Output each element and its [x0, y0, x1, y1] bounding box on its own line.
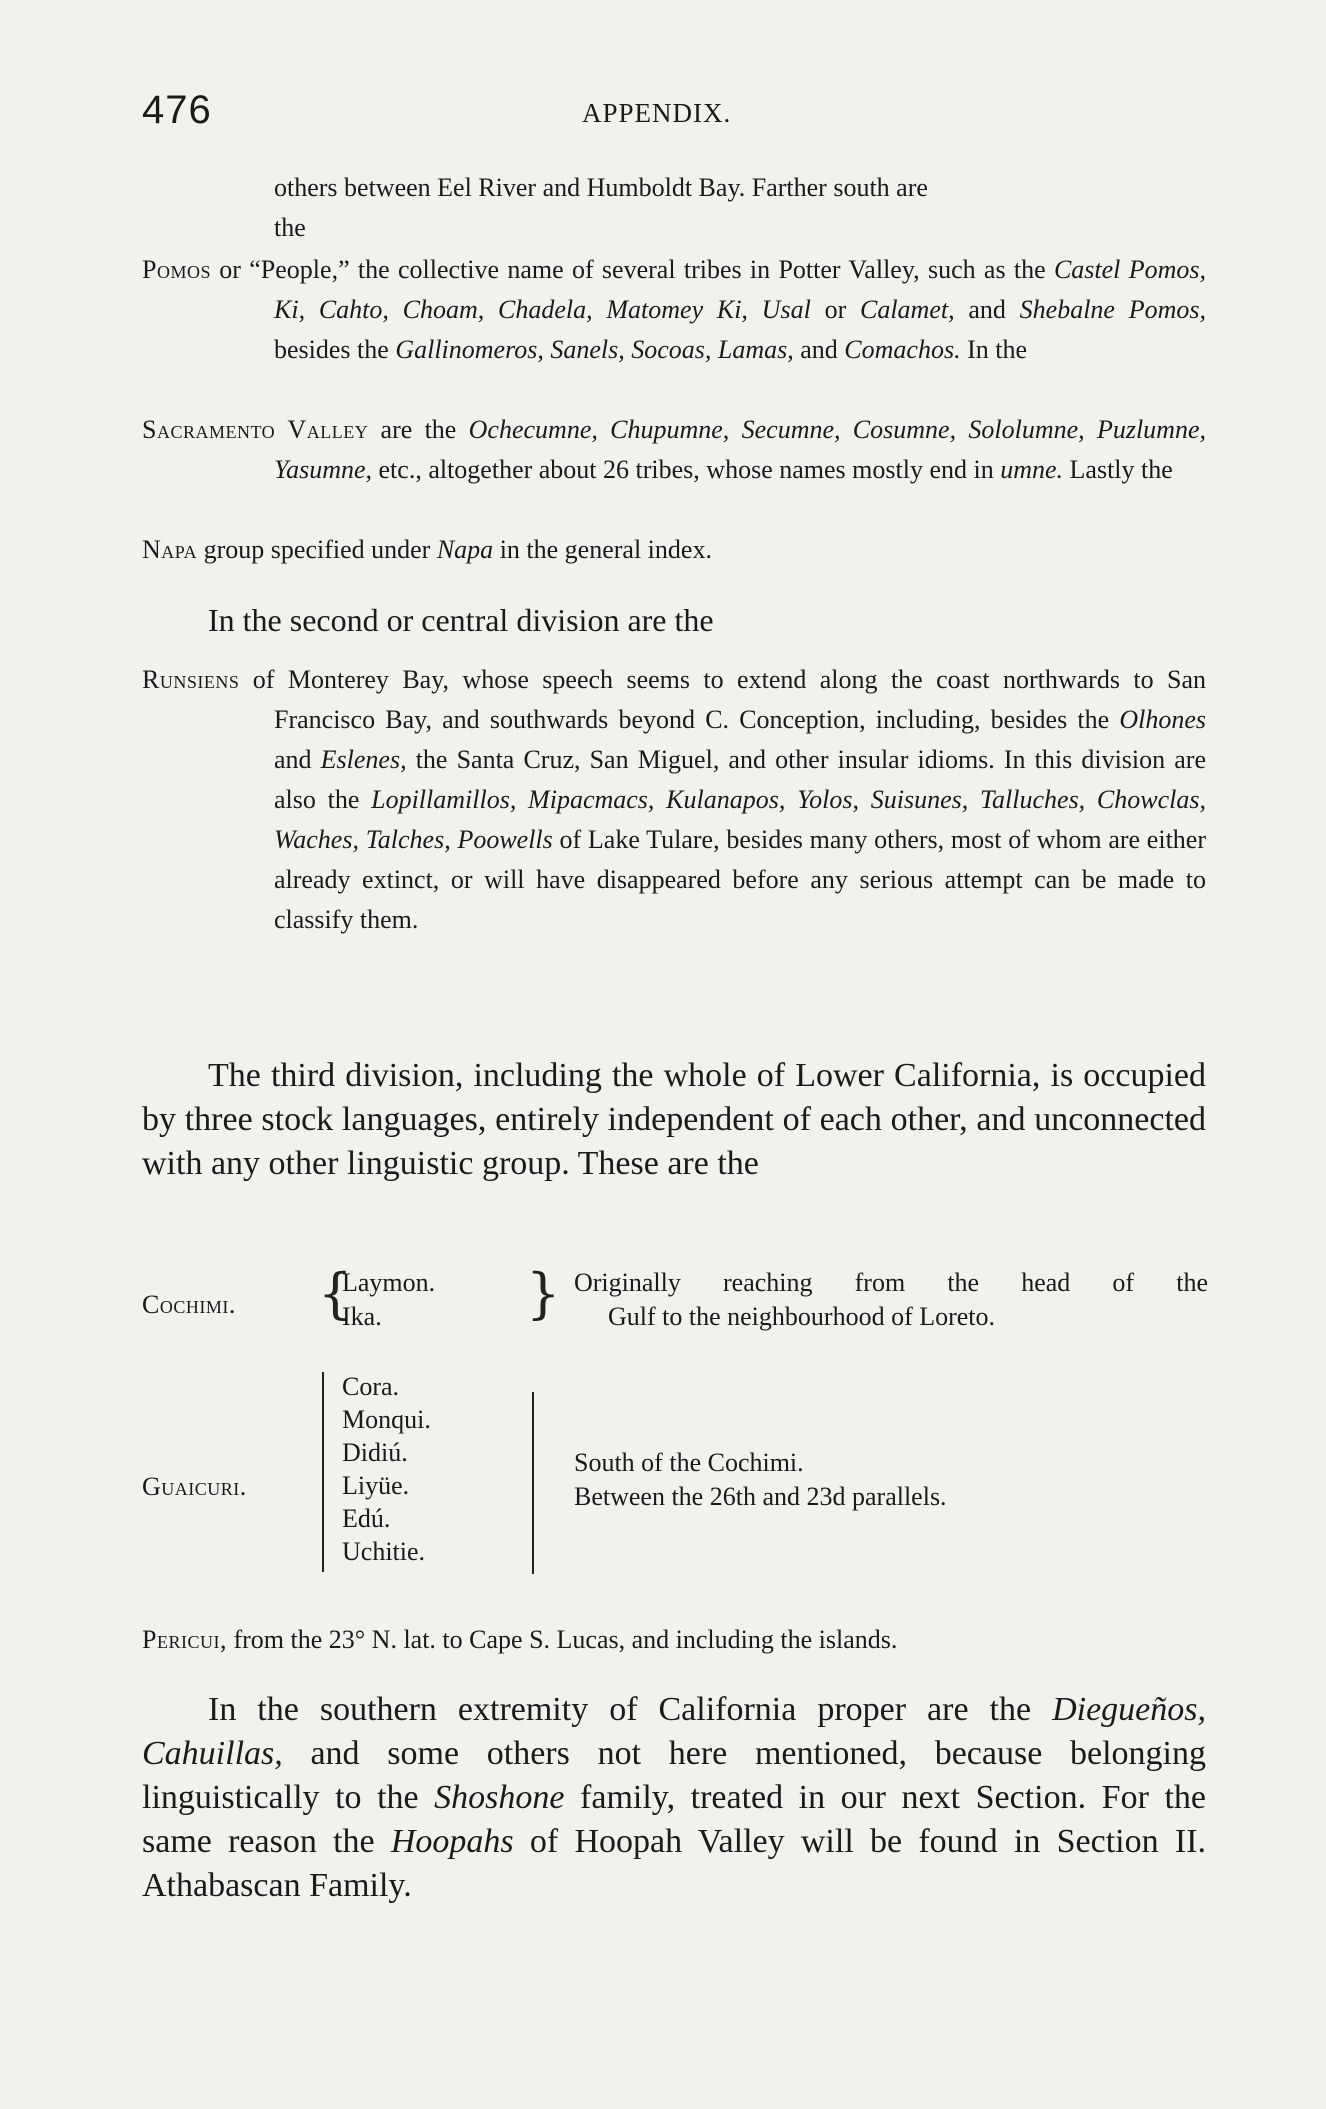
page-number: 476 — [142, 88, 212, 132]
tribe-name: Sacramento Valley — [142, 415, 369, 444]
tribe-name: Pomos — [142, 255, 211, 284]
brace-icon: { — [318, 1262, 353, 1325]
note-guaicuri: South of the Cochimi. Between the 26th and 23d parallels. — [574, 1448, 947, 1511]
paragraph-southern: In the southern extremity of California proper are the Diegueños, Cahuillas, and some others not here mentioned, because belonging linguistically to the Shoshone family, treated in our next Section. For the same reason the Hoopahs of Hoopah Valley will be found in Section II. Athabascan Family. — [142, 1691, 1206, 1904]
section-lead-second: In the second or central division are the — [208, 602, 714, 638]
dialect: Laymon. — [342, 1268, 436, 1297]
brace-icon — [322, 1372, 324, 1572]
dialect: Cora. — [342, 1372, 400, 1401]
tribe-name: Runsiens — [142, 665, 240, 694]
entry-runsiens: Runsiens of Monterey Bay, whose speech seems to extend along the coast northwards to San Francisco Bay, and southwards beyond C. Conception, including, besides the Olhones and Eslenes, the Santa Cruz, San Miguel, and other insular idioms. In this division are also the Lopillamillos, Mipacmacs, Kulanapos, Yolos, Suisunes, Talluches, Chowclas, Waches, Talches, Poowells of Lake Tulare, besides many others, most of whom are either already extinct, or will have disappeared before any serious attempt can be made to classify them. — [142, 665, 1206, 934]
brace-icon — [532, 1392, 534, 1574]
tribe-name: Pericui, — [142, 1625, 227, 1654]
dialect-list-cochimi — [342, 1266, 435, 1334]
note-cochimi: Originally reaching from the head of the Gulf to the neighbourhood of Loreto. — [574, 1268, 1208, 1331]
running-head: APPENDIX. — [582, 98, 732, 128]
dialect: Edú. — [342, 1504, 391, 1533]
dialect-list-guaicuri — [342, 1370, 431, 1568]
paragraph-continuation: others between Eel River and Humboldt Bay. Farther south are the — [274, 173, 928, 242]
dialect: Uchitie. — [342, 1537, 426, 1566]
entry-pomos: Pomos or “People,” the collective name of several tribes in Potter Valley, such as the Castel Pomos, Ki, Cahto, Choam, Chadela, Matomey Ki, Usal or Calamet, and Shebalne Pomos, besides the Gallinomeros, Sanels, Socoas, Lamas, and Comachos. In the — [142, 255, 1206, 364]
entry-pericui: Pericui, from the 23° N. lat. to Cape S. Lucas, and including the islands. — [142, 1625, 898, 1654]
group-name-cochimi: Cochimi. — [142, 1290, 236, 1319]
entry-napa: Napa group specified under Napa in the general index. — [142, 535, 712, 564]
entry-sacramento: Sacramento Valley are the Ochecumne, Chupumne, Secumne, Cosumne, Sololumne, Puzlumne, Yasumne, etc., altogether about 26 tribes, whose names mostly end in umne. Lastly the — [142, 415, 1206, 484]
group-name-guaicuri: Guaicuri. — [142, 1472, 247, 1501]
tribe-name: Napa — [142, 535, 198, 564]
dialect: Liyüe. — [342, 1471, 410, 1500]
dialect: Ika. — [342, 1302, 382, 1331]
dialect: Monqui. — [342, 1405, 431, 1434]
brace-icon: } — [526, 1262, 561, 1325]
paragraph-third-division: The third division, including the whole of Lower California, is occupied by three stock languages, entirely independent of each other, and unconnected with any other linguistic group. These are the — [142, 1057, 1206, 1182]
dialect: Didiú. — [342, 1438, 408, 1467]
